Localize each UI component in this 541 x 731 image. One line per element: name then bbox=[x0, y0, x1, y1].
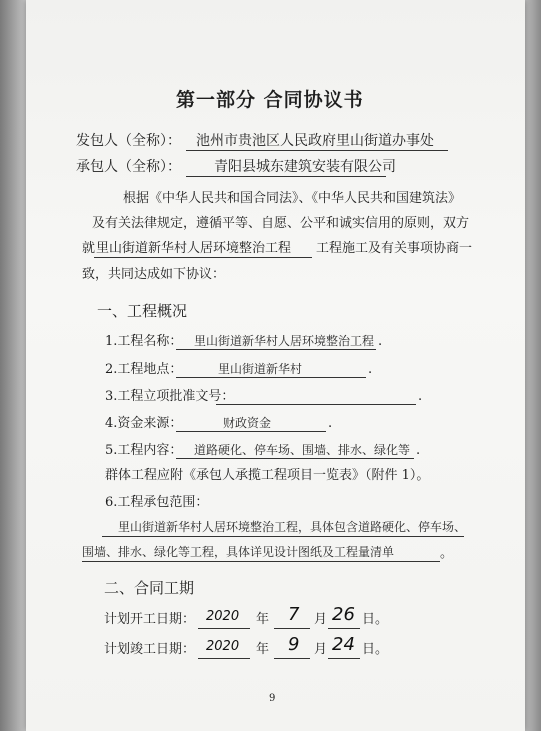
planned-finish-month: 9 bbox=[288, 634, 300, 655]
approval-number-underline bbox=[216, 404, 416, 405]
project-location-period: . bbox=[368, 362, 373, 377]
planned-start-year-underline bbox=[198, 628, 250, 629]
intro-project-underline bbox=[94, 257, 312, 258]
project-name-period: . bbox=[378, 334, 383, 349]
planned-start-month-underline bbox=[274, 628, 310, 629]
contract-scope-label: 6.工程承包范围： bbox=[105, 495, 209, 510]
employer-value: 池州市贵池区人民政府里山街道办事处 bbox=[196, 133, 434, 149]
group-project-note: 群体工程应附《承包人承揽工程项目一览表》（附件 1）。 bbox=[105, 468, 430, 483]
background-left-edge bbox=[0, 0, 28, 731]
intro-line-2: 及有关法律规定，遵循平等、自愿、公平和诚实信用的原则，双方 bbox=[92, 216, 470, 231]
approval-number-label: 3.工程立项批准文号： bbox=[105, 389, 235, 404]
contract-scope-line-2: 围墙、排水、绿化等工程，具体详见设计图纸及工程量清单 bbox=[82, 545, 395, 559]
planned-start-day-char: 日。 bbox=[362, 612, 389, 627]
intro-project-name: 里山街道新华村人居环境整治工程 bbox=[96, 241, 292, 256]
planned-finish-year: 2020 bbox=[206, 639, 240, 654]
project-name-underline bbox=[176, 349, 376, 350]
intro-line-4: 致，共同达成如下协议： bbox=[82, 267, 226, 282]
contract-scope-period: 。 bbox=[440, 546, 454, 561]
project-name-value: 里山街道新华村人居环境整治工程 bbox=[194, 334, 375, 348]
page-title: 第一部分 合同协议书 bbox=[176, 89, 364, 111]
planned-start-label: 计划开工日期： bbox=[104, 612, 196, 627]
planned-finish-day-underline bbox=[328, 658, 360, 659]
fund-source-label: 4.资金来源： bbox=[105, 416, 183, 431]
contract-scope-line-1: 里山街道新华村人居环境整治工程，具体包含道路硬化、停车场、 bbox=[118, 520, 467, 534]
intro-line-3-suffix: 工程施工及有关事项协商一 bbox=[316, 241, 473, 256]
planned-finish-day-char: 日。 bbox=[362, 642, 389, 657]
project-name-label: 1.工程名称： bbox=[105, 334, 183, 349]
section-1-heading: 一、工程概况 bbox=[97, 302, 188, 320]
project-content-value: 道路硬化、停车场、围墙、排水、绿化等 bbox=[194, 443, 411, 457]
fund-source-value: 财政资金 bbox=[223, 416, 272, 430]
planned-finish-year-char: 年 bbox=[256, 642, 270, 657]
contractor-value: 青阳县城东建筑安装有限公司 bbox=[214, 159, 396, 175]
contractor-label: 承包人（全称）： bbox=[76, 159, 181, 175]
planned-start-year: 2020 bbox=[206, 609, 240, 624]
planned-start-day: 26 bbox=[332, 604, 355, 625]
contractor-underline bbox=[186, 176, 386, 177]
project-location-value: 里山街道新华村 bbox=[218, 362, 303, 376]
page-number: 9 bbox=[269, 693, 276, 704]
fund-source-underline bbox=[176, 431, 326, 432]
planned-finish-label: 计划竣工日期： bbox=[104, 642, 196, 657]
intro-line-3-prefix: 就 bbox=[82, 241, 96, 256]
planned-finish-day: 24 bbox=[332, 634, 355, 655]
planned-finish-year-underline bbox=[198, 658, 250, 659]
fund-source-period: . bbox=[328, 416, 333, 431]
planned-start-year-char: 年 bbox=[256, 612, 270, 627]
project-location-underline bbox=[176, 377, 366, 378]
planned-start-month: 7 bbox=[288, 604, 300, 625]
employer-underline bbox=[186, 150, 448, 151]
planned-start-month-char: 月 bbox=[314, 612, 328, 627]
intro-line-1: 根据《中华人民共和国合同法》、《中华人民共和国建筑法》 bbox=[123, 191, 462, 206]
planned-start-day-underline bbox=[328, 628, 360, 629]
project-content-underline bbox=[176, 458, 414, 459]
section-2-heading: 二、合同工期 bbox=[104, 579, 195, 597]
planned-finish-month-char: 月 bbox=[314, 642, 328, 657]
contract-scope-underline-2 bbox=[82, 561, 440, 562]
approval-number-period: . bbox=[418, 389, 423, 404]
employer-label: 发包人（全称）： bbox=[76, 133, 181, 149]
contract-scope-underline-1 bbox=[102, 536, 464, 537]
document-page bbox=[26, 0, 525, 731]
project-location-label: 2.工程地点： bbox=[105, 362, 183, 377]
project-content-label: 5.工程内容： bbox=[105, 443, 183, 458]
background-right-edge bbox=[523, 0, 541, 731]
planned-finish-month-underline bbox=[274, 658, 310, 659]
project-content-period: . bbox=[416, 443, 421, 458]
